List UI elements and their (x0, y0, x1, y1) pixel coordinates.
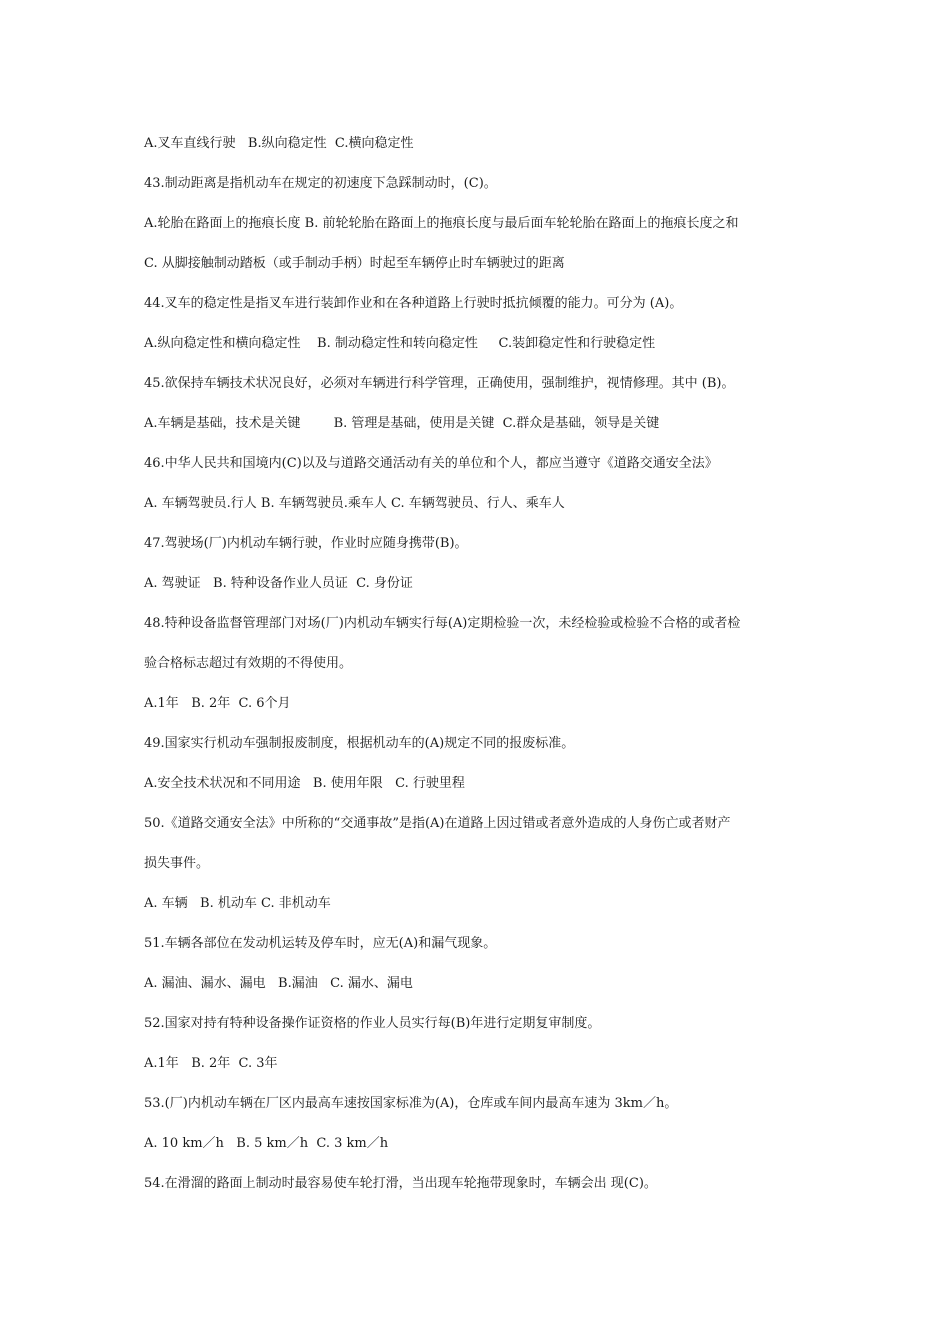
question-54: 54.在滑溜的路面上制动时最容易使车轮打滑，当出现车轮拖带现象时，车辆会出 现(C)。 (144, 1176, 657, 1191)
question-46: 46.中华人民共和国境内(C)以及与道路交通活动有关的单位和个人，都应当遵守《道路交通安全法》 (144, 456, 718, 471)
answer-options-49: A.安全技术状况和不同用途 B. 使用年限 C. 行驶里程 (144, 776, 465, 791)
answer-options-43-ab: A.轮胎在路面上的拖痕长度 B. 前轮轮胎在路面上的拖痕长度与最后面车轮轮胎在路面上的拖痕长度之和 (144, 216, 739, 231)
question-52: 52.国家对持有特种设备操作证资格的作业人员实行每(B)年进行定期复审制度。 (144, 1016, 601, 1031)
answer-options-42: A.叉车直线行驶 B.纵向稳定性 C.横向稳定性 (144, 136, 414, 151)
question-48-cont: 验合格标志超过有效期的不得使用。 (144, 656, 353, 671)
answer-options-43-c: C. 从脚接触制动踏板（或手制动手柄）时起至车辆停止时车辆驶过的距离 (144, 256, 565, 271)
question-44: 44.叉车的稳定性是指叉车进行装卸作业和在各种道路上行驶时抵抗倾覆的能力。可分为 (A)。 (144, 296, 683, 311)
question-43: 43.制动距离是指机动车在规定的初速度下急踩制动时，(C)。 (144, 176, 497, 191)
question-48: 48.特种设备监督管理部门对场(厂)内机动车辆实行每(A)定期检验一次，未经检验或检验不合格的或者检 (144, 616, 741, 631)
question-45: 45.欲保持车辆技术状况良好，必须对车辆进行科学管理，正确使用，强制维护，视情修理。其中 (B)。 (144, 376, 735, 391)
answer-options-45: A.车辆是基础，技术是关键 B. 管理是基础，使用是关键 C.群众是基础，领导是关键 (144, 416, 660, 431)
question-50: 50.《道路交通安全法》中所称的“交通事故”是指(A)在道路上因过错或者意外造成的人身伤亡或者财产 (144, 816, 731, 831)
answer-options-52: A.1年 B. 2年 C. 3年 (144, 1056, 278, 1071)
question-47: 47.驾驶场(厂)内机动车辆行驶，作业时应随身携带(B)。 (144, 536, 468, 551)
question-53: 53.(厂)内机动车辆在厂区内最高车速按国家标准为(A)，仓库或车间内最高车速为 3km／h。 (144, 1096, 678, 1111)
question-51: 51.车辆各部位在发动机运转及停车时，应无(A)和漏气现象。 (144, 936, 497, 951)
answer-options-53: A. 10 km／h B. 5 km／h C. 3 km／h (144, 1136, 389, 1151)
answer-options-47: A. 驾驶证 B. 特种设备作业人员证 C. 身份证 (144, 576, 413, 591)
answer-options-46: A. 车辆驾驶员.行人 B. 车辆驾驶员.乘车人 C. 车辆驾驶员、行人、乘车人 (144, 496, 565, 511)
answer-options-51: A. 漏油、漏水、漏电 B.漏油 C. 漏水、漏电 (144, 976, 413, 991)
answer-options-48: A.1年 B. 2年 C. 6个月 (144, 696, 291, 711)
answer-options-50: A. 车辆 B. 机动车 C. 非机动车 (144, 896, 331, 911)
answer-options-44: A.纵向稳定性和横向稳定性 B. 制动稳定性和转向稳定性 C.装卸稳定性和行驶稳定性 (144, 336, 656, 351)
question-49: 49.国家实行机动车强制报废制度，根据机动车的(A)规定不同的报废标准。 (144, 736, 575, 751)
question-50-cont: 损失事件。 (144, 856, 210, 871)
